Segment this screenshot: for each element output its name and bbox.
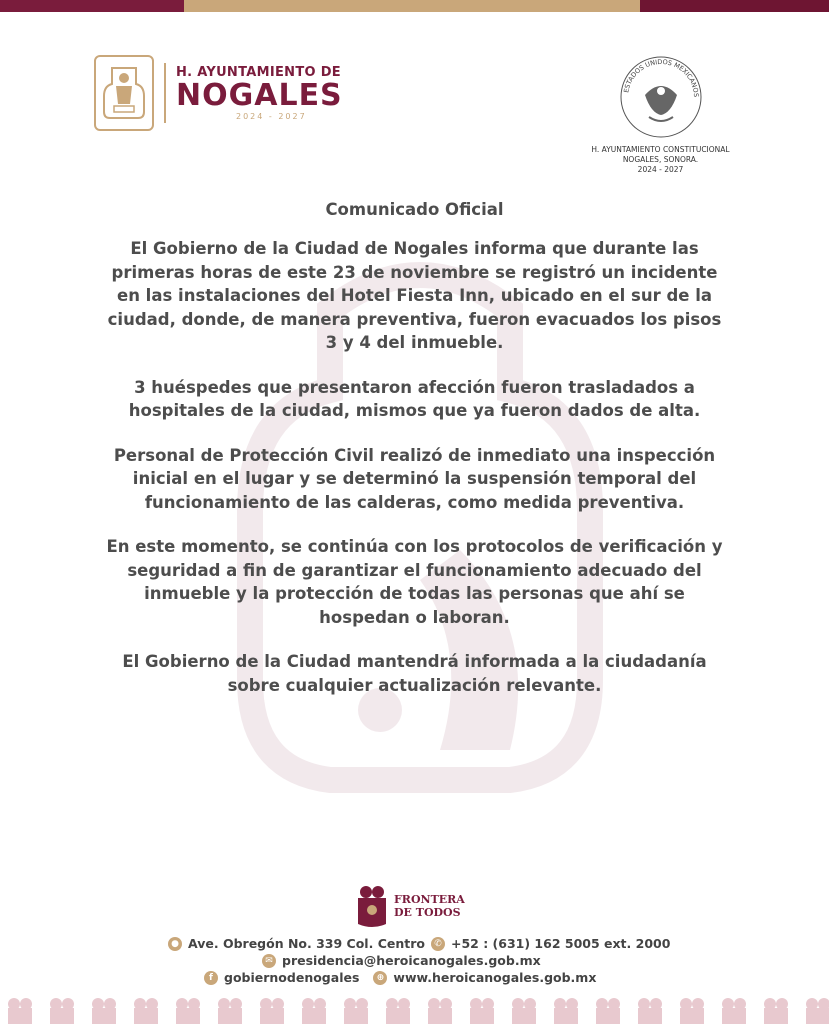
mexico-seal-icon xyxy=(619,55,703,139)
brand-name: NOGALES xyxy=(176,78,343,113)
paragraph-4: En este momento, se continúa con los protocolos de verificación y seguridad a fin de garantizar el funcionamiento adecuado del inmueble y la protección de todas las personas que ahí se hospedan o laboran. xyxy=(106,537,723,627)
frontera-mark-icon xyxy=(354,884,390,928)
phone-text: +52 : (631) 162 5005 ext. 2000 xyxy=(450,936,671,951)
brand-top-line: H. AYUNTAMIENTO DE xyxy=(176,65,341,80)
email-icon: ✉ xyxy=(262,954,276,968)
frontera-text xyxy=(394,893,465,919)
top-color-bar xyxy=(0,0,829,12)
email-row xyxy=(262,953,541,968)
top-bar-maroon-left xyxy=(0,0,184,12)
bottom-decorative-pattern xyxy=(0,994,829,1024)
brand-years: 2024 - 2027 xyxy=(236,112,307,121)
city-shield-icon xyxy=(94,55,154,131)
facebook-link[interactable]: gobiernodenogales xyxy=(224,970,360,985)
top-bar-maroon-right xyxy=(640,0,829,12)
address-row xyxy=(168,936,670,951)
nogales-logo xyxy=(94,55,343,131)
slogan-line-2: DE TODOS xyxy=(394,906,461,919)
seal-line-3: 2024 - 2027 xyxy=(637,165,684,174)
communique-body xyxy=(100,199,729,718)
address-text: Ave. Obregón No. 339 Col. Centro xyxy=(188,936,425,951)
seal-line-2: NOGALES, SONORA. xyxy=(622,155,699,164)
paragraph-1: El Gobierno de la Ciudad de Nogales informa que durante las primeras horas de este 23 de noviembre se registró un incidente en las instalaciones del Hotel Fiesta Inn, ubicado en el sur de la ciudad, donde, de manera preventiva, fueron evacuados los pisos 3 y 4 del inmueble. xyxy=(107,239,722,352)
website-link[interactable]: www.heroicanogales.gob.mx xyxy=(393,970,597,985)
brand-text xyxy=(176,65,343,121)
seal-line-1: H. AYUNTAMIENTO CONSTITUCIONAL xyxy=(591,145,730,154)
national-seal-block xyxy=(578,55,743,175)
seal-ring-text: ESTADOS UNIDOS MEXICANOS xyxy=(621,57,700,98)
frontera-de-todos-logo xyxy=(354,884,465,928)
paragraph-2: 3 huéspedes que presentaron afección fueron trasladados a hospitales de la ciudad, mismos que ya fueron dados de alta. xyxy=(128,377,701,420)
facebook-icon: f xyxy=(204,971,218,985)
globe-icon: ⊕ xyxy=(373,971,387,985)
logo-divider xyxy=(164,63,166,123)
seal-caption xyxy=(578,145,743,175)
top-bar-gold xyxy=(184,0,640,12)
communique-title: Comunicado Oficial xyxy=(325,200,504,219)
paragraph-5: El Gobierno de la Ciudad mantendrá informada a la ciudadanía sobre cualquier actualización relevante. xyxy=(122,652,707,695)
social-row xyxy=(204,970,596,985)
location-pin-icon: ● xyxy=(168,937,182,951)
email-link[interactable]: presidencia@heroicanogales.gob.mx xyxy=(282,953,541,968)
phone-icon: ✆ xyxy=(431,937,445,951)
slogan-line-1: FRONTERA xyxy=(394,893,465,906)
paragraph-3: Personal de Protección Civil realizó de inmediato una inspección inicial en el lugar y se determinó la suspensión temporal del funcionamiento de las calderas, como medida preventiva. xyxy=(113,445,716,512)
